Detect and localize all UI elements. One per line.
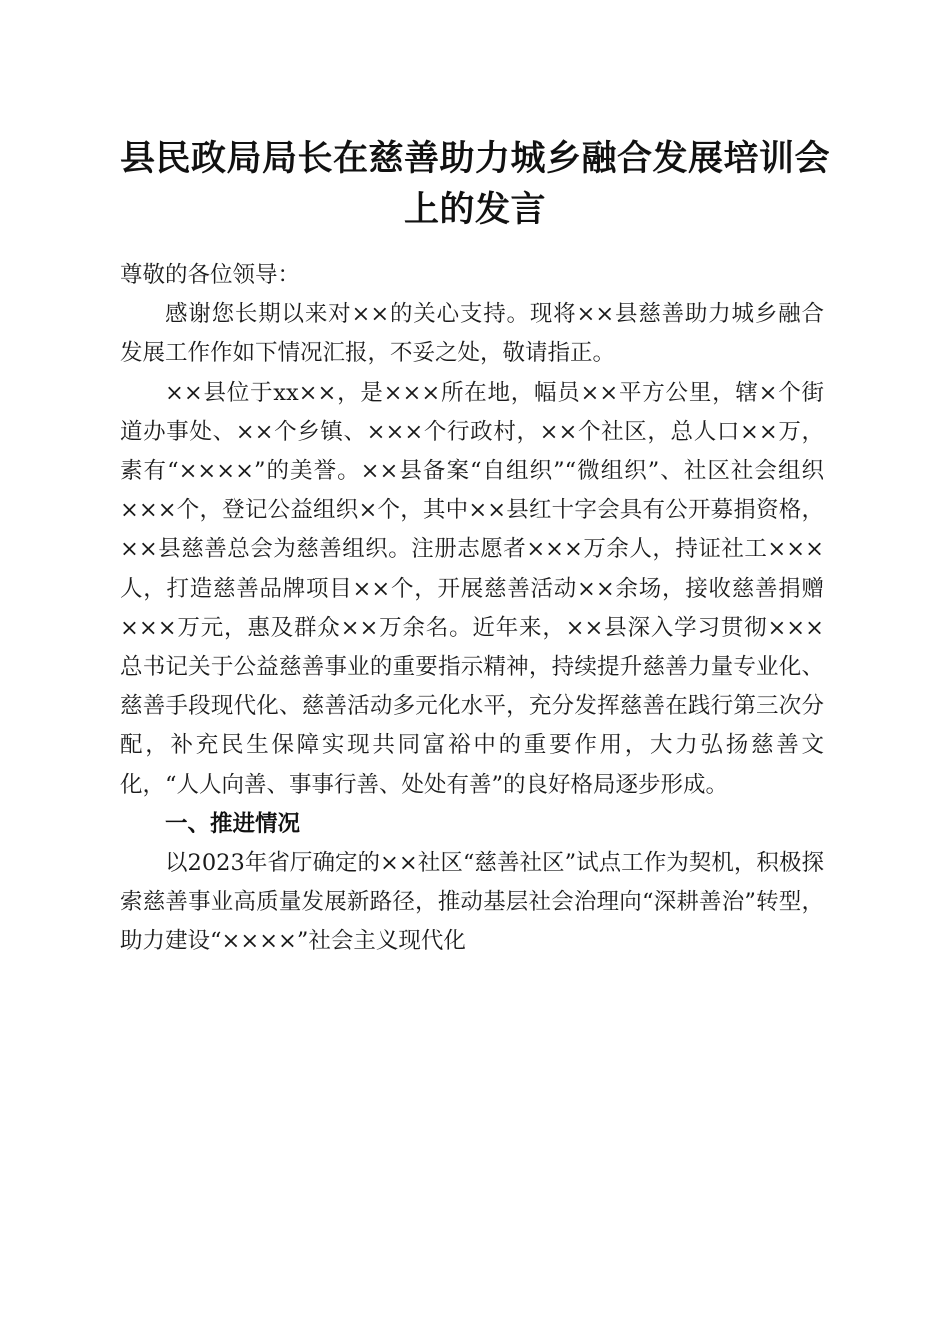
document-body	[120, 256, 824, 962]
paragraph-county-overview: ××县位于xx××，是×××所在地，幅员××平方公里，辖×个街道办事处、××个乡镇、×××个行政村，××个社区，总人口××万，素有“××××”的美誉。××县备案“自组织”“微组织”、社区社会组织×××个，登记公益组织×个，其中××县红十字会具有公开募捐资格，××县慈善总会为慈善组织。注册志愿者×××万余人，持证社工×××人，打造慈善品牌项目××个，开展慈善活动××余场，接收慈善捐赠×××万元，惠及群众××万余名。近年来，××县深入学习贯彻×××总书记关于公益慈善事业的重要指示精神，持续提升慈善力量专业化、慈善手段现代化、慈善活动多元化水平，充分发挥慈善在践行第三次分配，补充民生保障实现共同富裕中的重要作用，大力弘扬慈善文化，“人人向善、事事行善、处处有善”的良好格局逐步形成。	[120, 379, 824, 798]
paragraph-opening: 感谢您长期以来对××的关心支持。现将××县慈善助力城乡融合发展工作作如下情况汇报，不妥之处，敬请指正。	[120, 301, 824, 367]
document-title: 县民政局局长在慈善助力城乡融合发展培训会上的发言	[119, 138, 830, 230]
salutation: 尊敬的各位领导：	[120, 262, 301, 288]
section-heading-progress: 一、推进情况	[165, 810, 301, 837]
paragraph-progress: 以2023年省厅确定的××社区“慈善社区”试点工作为契机，积极探索慈善事业高质量发展新路径，推动基层社会治理向“深耕善治”转型，助力建设“××××”社会主义现代化	[120, 850, 824, 955]
